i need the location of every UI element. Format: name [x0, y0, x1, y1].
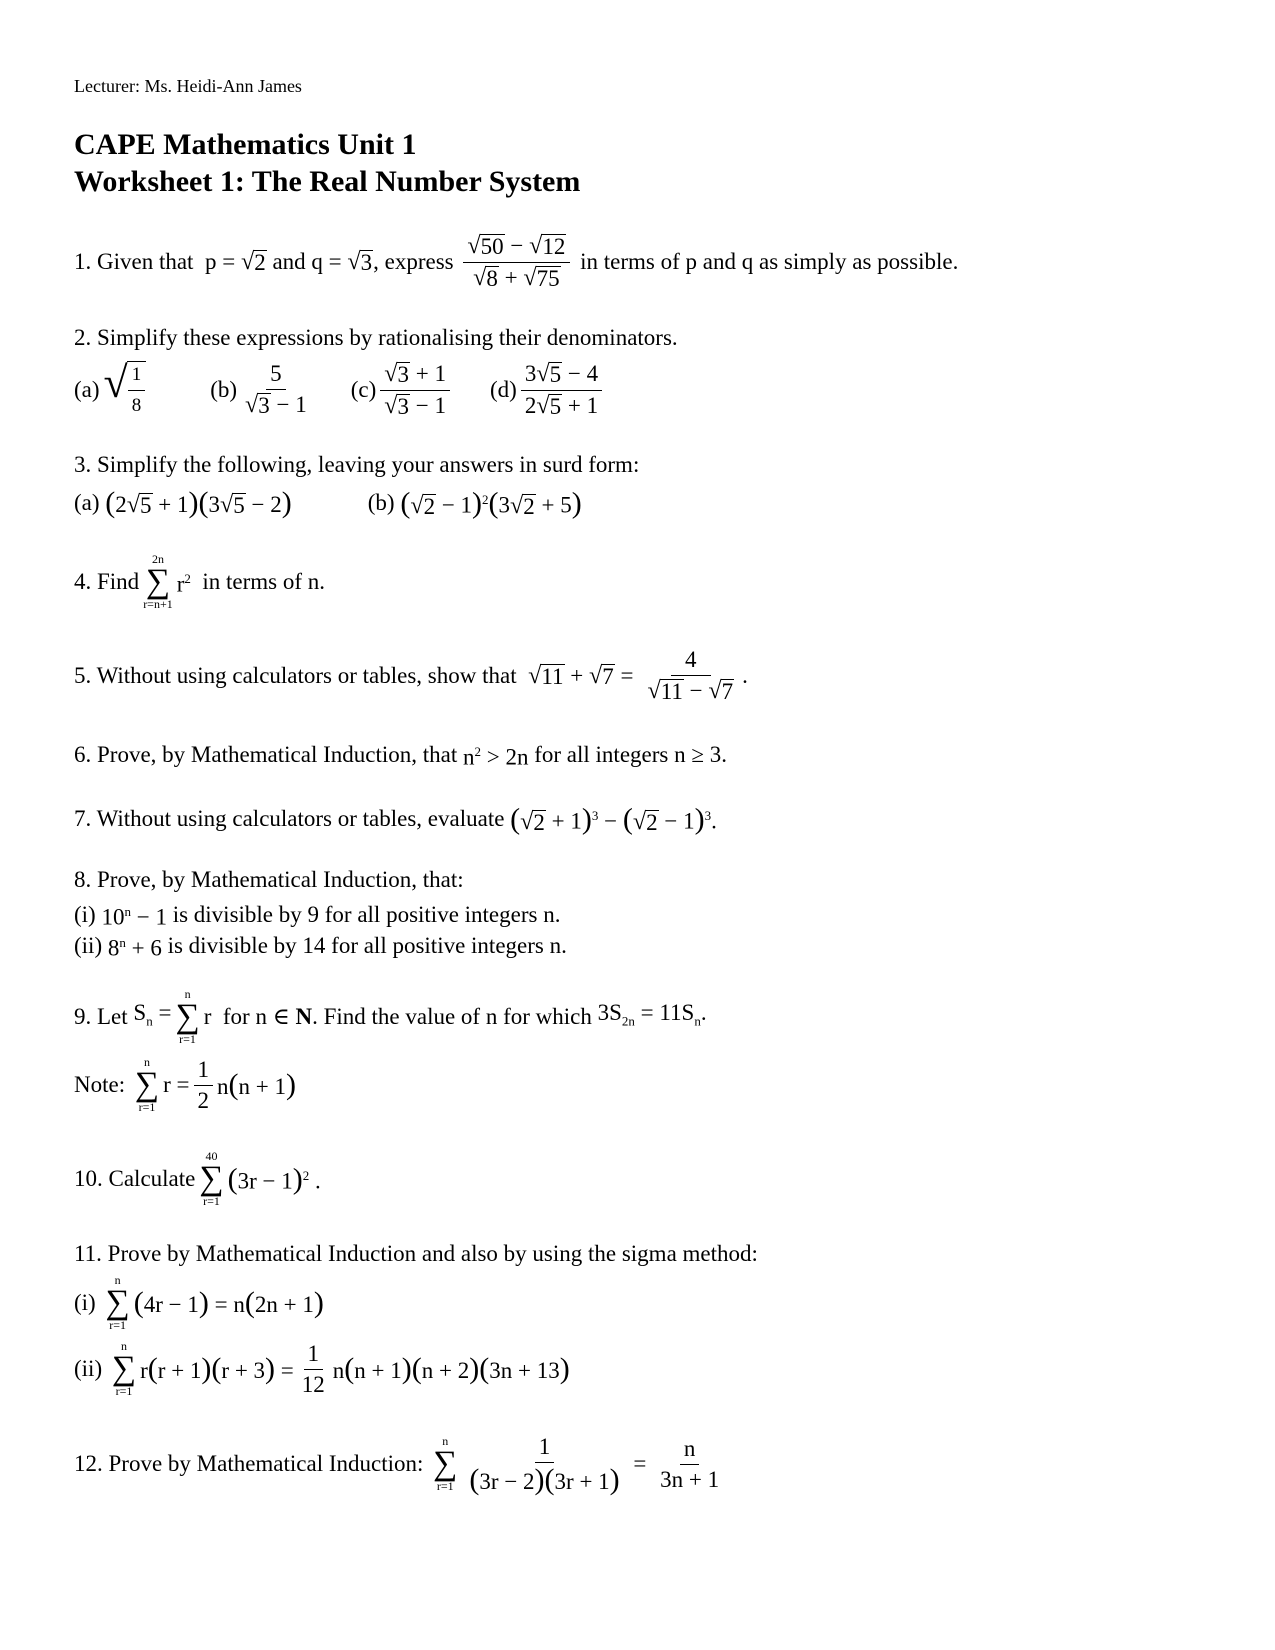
q5-fraction: 4 √ 11 − √ 7 [647, 647, 734, 705]
q9-eq: $3S_{2n} = 11S_n$. [597, 999, 707, 1029]
q10-term: $(3r - 1)^2$ . [227, 1162, 321, 1196]
q1-post: as simply as possible. [758, 249, 959, 274]
q7-expr: ( √ 2 + 1)$^3$ − ( √ 2 − 1)$^3$. [510, 802, 717, 836]
q9-def: $S_n$ = [133, 999, 172, 1029]
question-5 [74, 645, 748, 707]
q1-p-def: p = √ 2 [199, 248, 266, 275]
q8-i-expr: $10^n - 1$ [101, 904, 167, 930]
q9-note-rhs: n(n + 1) [217, 1067, 296, 1101]
title-line-1: CAPE Mathematics Unit 1 [74, 128, 417, 161]
q1-q: q [741, 249, 754, 274]
q2-c-label: (c) [350, 377, 377, 402]
q11-i-expr: (4r − 1) = n(2n + 1) [133, 1285, 324, 1319]
q3-a-expr: (2 √ 5 + 1)(3 √ 5 − 2) [105, 485, 292, 519]
q2-d-label: (d) [490, 377, 517, 402]
q9-mid: for [222, 1004, 250, 1029]
question-1 [74, 232, 958, 292]
q12-sigma: n ∑ r=1 [433, 1434, 458, 1493]
q1-express: , express [373, 249, 454, 274]
q9-note-label: Note: [74, 1072, 126, 1097]
q1-pre: 1. Given that [74, 249, 194, 274]
q11-ii-label: (ii) [74, 1356, 103, 1381]
q1-and: and [272, 249, 306, 274]
question-3-parts [74, 484, 582, 522]
question-12 [74, 1432, 727, 1496]
question-10 [74, 1146, 321, 1212]
q7-pre: 7. Without using calculators or tables, evaluate [74, 806, 505, 831]
q2-c-expr: √ 3 + 1 √ 3 − 1 [380, 361, 450, 418]
title-line-2: Worksheet 1: The Real Number System [74, 165, 581, 198]
q5-expr: √ 11 + √ 7 = [528, 662, 634, 689]
q8-i-text: is divisible by 9 for all positive integers n. [172, 901, 561, 927]
question-11-i [74, 1272, 324, 1334]
q4-term: $r^2$ [176, 571, 191, 597]
q9-sigma: n ∑ r=1 [175, 987, 200, 1046]
question-6 [74, 740, 727, 770]
question-2-parts [74, 358, 606, 422]
q11-ii-rhs: n(n + 1)(n + 2)(3n + 13) [332, 1351, 570, 1385]
q9-term: r [203, 1004, 212, 1029]
q4-pre: 4. Find [74, 569, 140, 594]
q6-mid: for all integers [534, 742, 669, 767]
q2-a-label: (a) [74, 377, 100, 402]
lecturer-line: Lecturer: Ms. Heidi-Ann James [74, 76, 302, 96]
q11-ii-sigma: n ∑ r=1 [111, 1339, 137, 1398]
question-9-note [74, 1054, 296, 1116]
q6-cond: n ≥ 3. [674, 742, 727, 767]
q9-post: . Find the value of n for which [312, 1004, 592, 1029]
q12-rhs-frac: $\frac{n}{3n + 1}$ [660, 1435, 720, 1492]
q9-note-sigma: n ∑ r=1 [134, 1055, 160, 1114]
q9-note-frac: $\frac{1}{2}$ [194, 1057, 214, 1114]
q11-ii-lhs: r(r + 1)(r + 3) = [140, 1351, 294, 1385]
q8-ii-expr: $8^n + 6$ [107, 935, 162, 961]
q2-a-expr: √ $\frac{1}{8}$ [104, 361, 147, 419]
question-7 [74, 800, 717, 838]
q3-a-label: (a) [74, 490, 100, 515]
q8-ii-label: (ii) [74, 932, 103, 958]
question-8-ii [74, 929, 567, 963]
q9-pre: 9. Let [74, 1004, 128, 1029]
q4-sigma: 2n ∑ r=n+1 [143, 552, 173, 611]
q1-mid: in terms of [580, 249, 680, 274]
question-4 [74, 548, 325, 616]
q3-b-label: (b) [367, 490, 395, 515]
q1-p: p [685, 249, 698, 274]
question-8: 8. Prove, by Mathematical Induction, that: [74, 867, 464, 892]
q6-ineq: $n^2 > 2n$ [463, 744, 529, 770]
question-2: 2. Simplify these expressions by rationalising their denominators. [74, 325, 678, 350]
q1-fraction: √ 50 − √ 12 √ 8 + √ 75 [463, 233, 570, 290]
q1-q-def: q = √ 3 [311, 248, 373, 275]
q3-b-expr: ( √ 2 − 1)$^2$(3 √ 2 + 5) [400, 486, 582, 520]
q4-post: in terms of n. [202, 569, 326, 594]
q11-i-sigma: n ∑ r=1 [105, 1273, 130, 1332]
q11-ii-frac: $\frac{1}{12}$ [301, 1340, 325, 1397]
question-11-ii [74, 1338, 570, 1400]
question-11: 11. Prove by Mathematical Induction and also by using the sigma method: [74, 1241, 758, 1266]
q12-pre: 12. Prove by Mathematical Induction: [74, 1451, 424, 1476]
q10-pre: 10. Calculate [74, 1166, 196, 1191]
q2-b-label: (b) [210, 377, 238, 402]
q1-and2: and [702, 249, 736, 274]
question-8-i [74, 898, 560, 932]
q10-sigma: 40 ∑ r=1 [199, 1149, 224, 1208]
q12-eq: = [627, 1451, 653, 1476]
question-3: 3. Simplify the following, leaving your answers in surd form: [74, 452, 640, 477]
q9-set: n ∈ N [255, 1004, 313, 1029]
q5-pre: 5. Without using calculators or tables, show that [74, 663, 517, 688]
q8-i-label: (i) [74, 901, 96, 927]
q11-i-label: (i) [74, 1290, 96, 1315]
q8-ii-text: is divisible by 14 for all positive integers n. [167, 932, 567, 958]
q12-lhs-frac: $\frac{1}{(3r - 2)(3r + 1)}$ [469, 1433, 620, 1496]
q2-d-expr: 3 √ 5 − 4 2 √ 5 + 1 [521, 361, 602, 418]
question-9 [74, 986, 707, 1048]
q2-b-expr: 5 √ 3 − 1 [245, 361, 307, 419]
q9-note-expr: r = [163, 1072, 190, 1097]
q6-pre: 6. Prove, by Mathematical Induction, that [74, 742, 458, 767]
q5-period: . [742, 663, 748, 688]
